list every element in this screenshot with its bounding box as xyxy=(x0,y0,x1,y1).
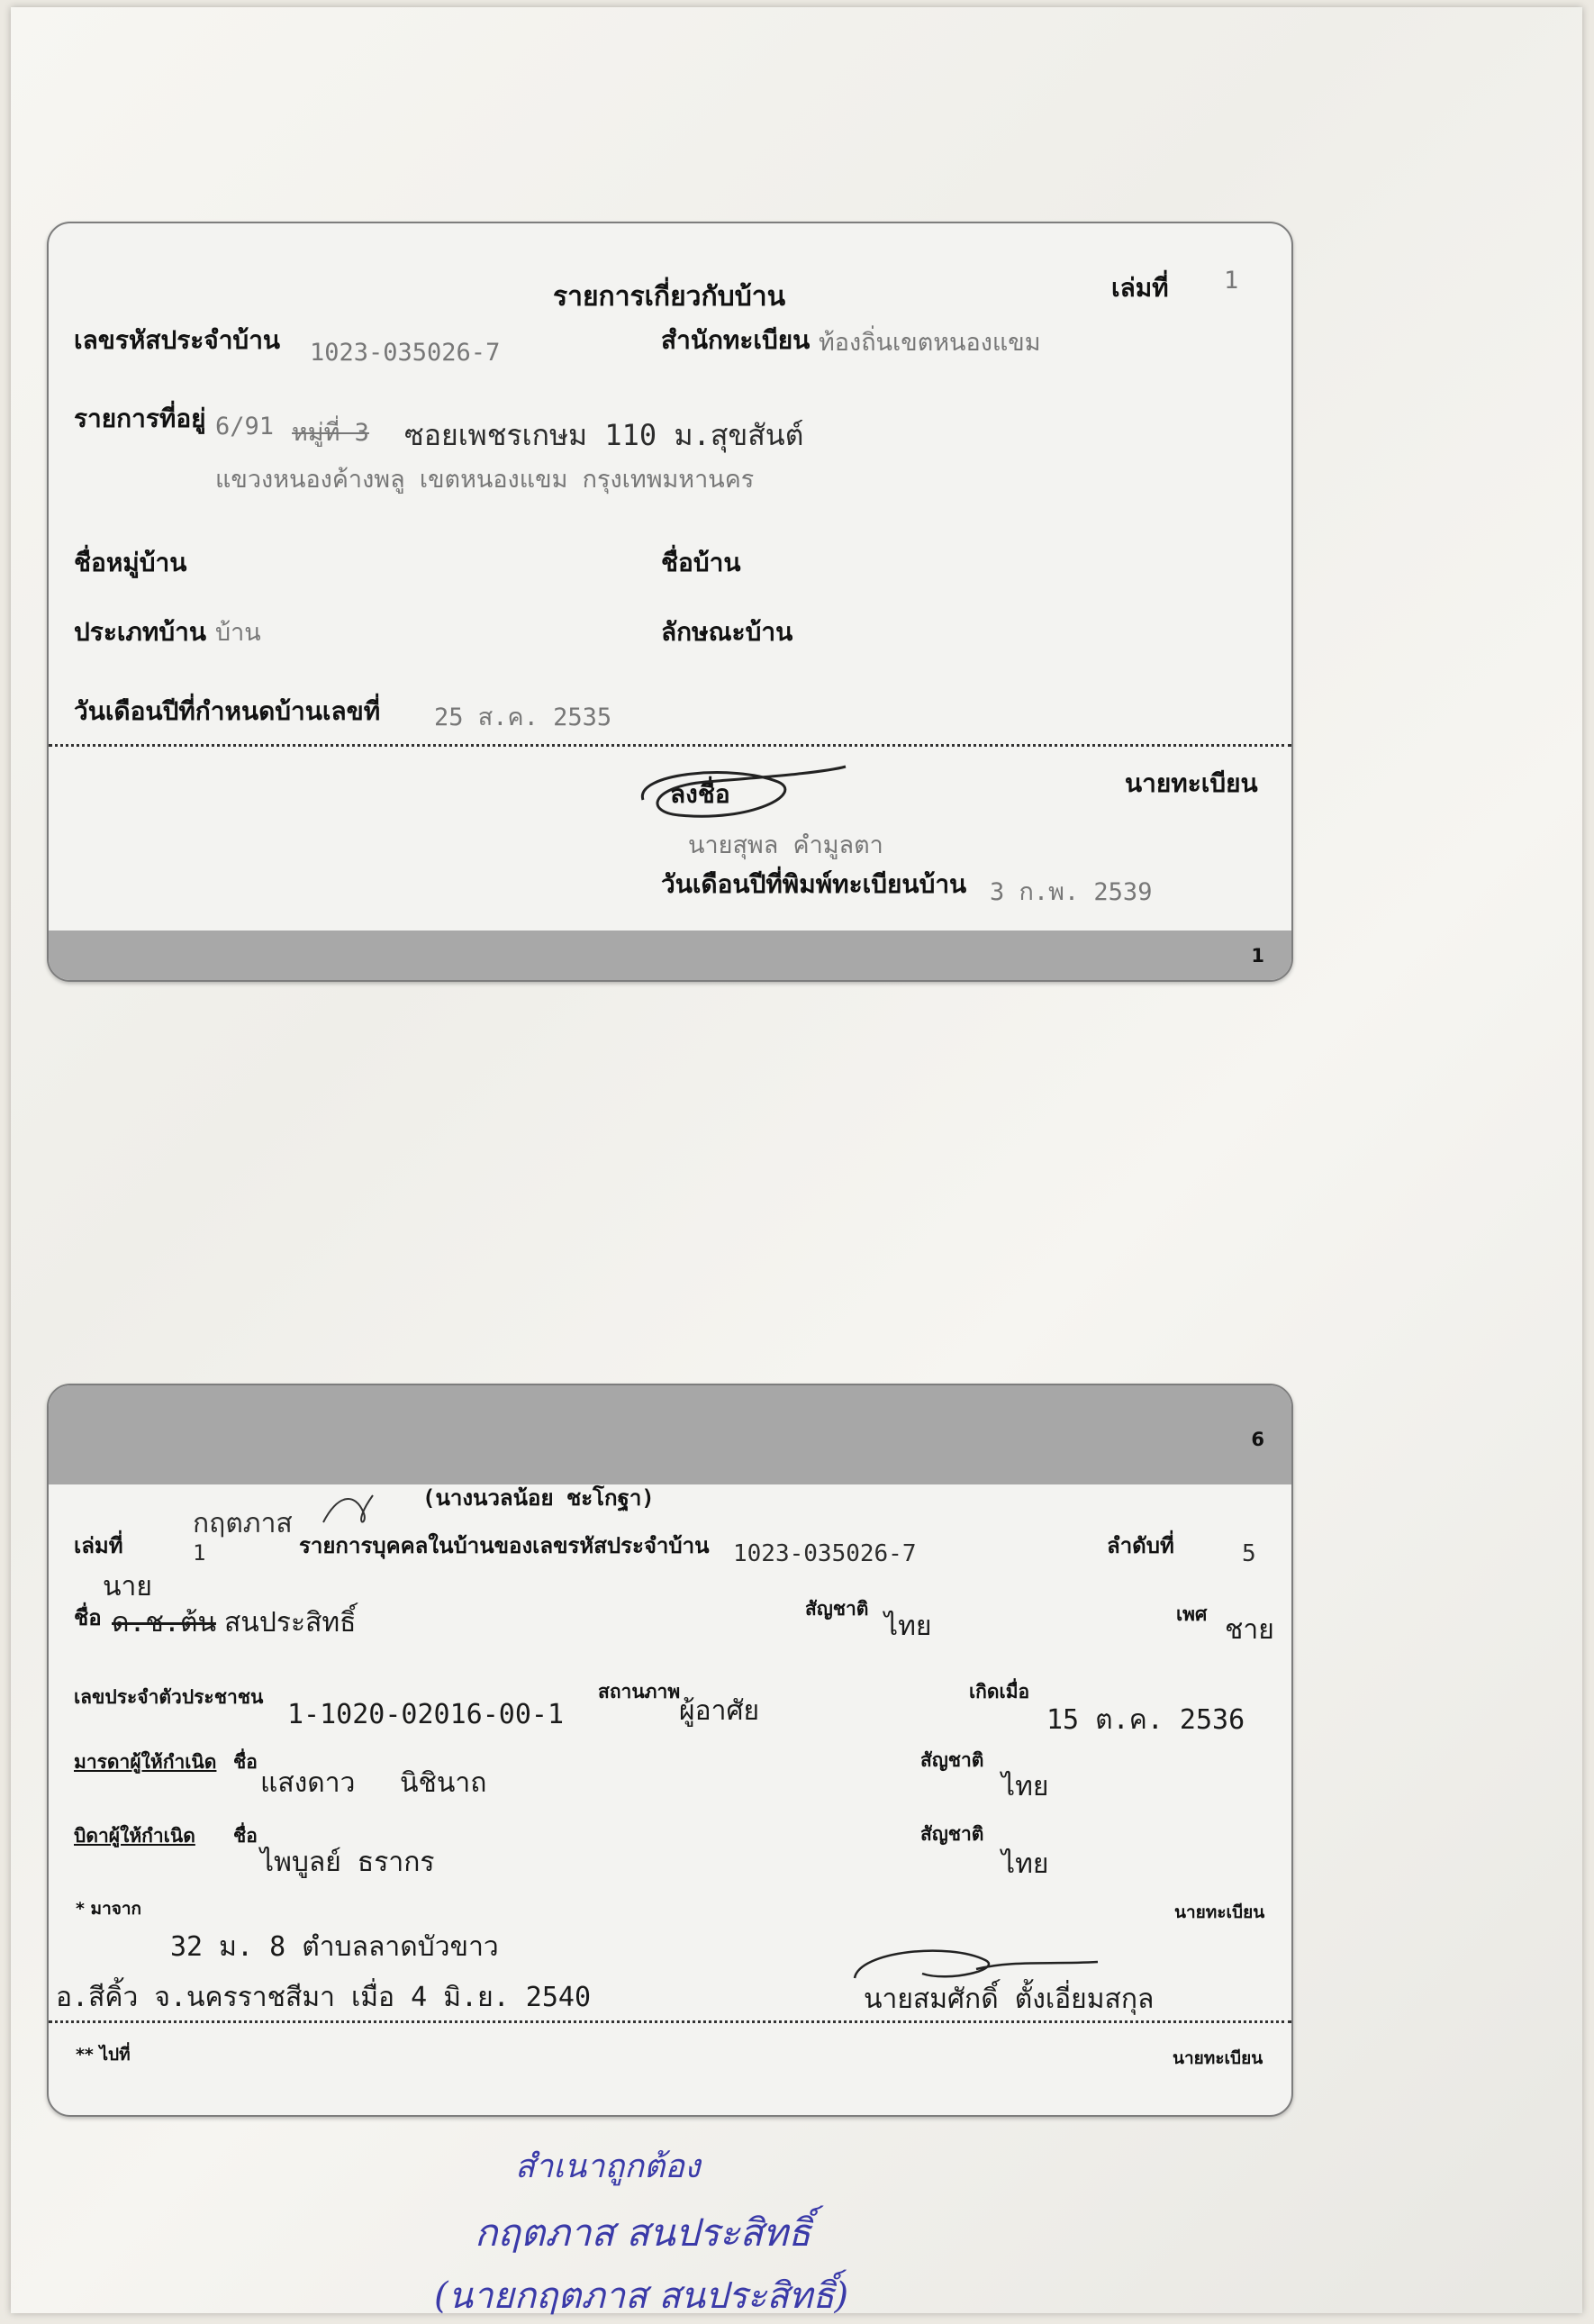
name-label: ชื่อ xyxy=(74,1605,102,1630)
handwritten-first-name: กฤตภาส xyxy=(193,1508,293,1539)
title-prefix-crossed: ด.ช.ต้น xyxy=(112,1607,216,1639)
status-value: ผู้อาศัย xyxy=(679,1695,760,1727)
house-type-value: บ้าน xyxy=(215,619,261,647)
number-assigned-value: 25 ส.ค. 2535 xyxy=(434,704,612,731)
office-value: ท้องถิ่นเขตหนองแขม xyxy=(819,329,1041,357)
nationality-label: สัญชาติ xyxy=(805,1598,869,1620)
born-value: 15 ต.ค. 2536 xyxy=(1046,1704,1245,1736)
printed-date-label: วันเดือนปีที่พิมพ์ทะเบียนบ้าน xyxy=(661,869,967,899)
from-label: * มาจาก xyxy=(76,1899,142,1919)
card-header-bar xyxy=(49,1385,1291,1484)
initial-mark xyxy=(319,1486,391,1531)
house-character-label: ลักษณะบ้าน xyxy=(661,617,793,647)
mother-first-name: แสงดาว xyxy=(260,1767,356,1799)
father-nationality-label: สัญชาติ xyxy=(920,1823,984,1845)
id-label: เลขประจำตัวประชาชน xyxy=(74,1686,264,1708)
certified-copy-text: สำเนาถูกต้อง xyxy=(515,2148,701,2185)
page-number: 6 xyxy=(1251,1429,1264,1450)
book-number: 1 xyxy=(1224,267,1239,295)
to-label: ** ไปที่ xyxy=(76,2045,131,2065)
from-address-line-2: อ.สีคิ้ว จ.นครราชสีมา เมื่อ 4 มิ.ย. 2540 xyxy=(56,1982,592,2013)
registrar-signature xyxy=(625,759,859,831)
annotation-name: (นางนวลน้อย ชะโกฐา) xyxy=(422,1485,655,1511)
id-number: 1-1020-02016-00-1 xyxy=(287,1699,565,1730)
signature-label: ลงชื่อ xyxy=(670,779,730,809)
mother-name-label: ชื่อ xyxy=(233,1751,258,1773)
separator-dotted xyxy=(49,744,1291,747)
page-number: 1 xyxy=(1251,945,1264,967)
address-line-1: ซอยเพชรเกษม 110 ม.สุขสันต์ xyxy=(404,418,804,452)
mother-nationality: ไทย xyxy=(1001,1771,1049,1802)
book-number: 1 xyxy=(193,1540,206,1566)
sex-value: ชาย xyxy=(1225,1614,1274,1646)
mother-last-name: นิชินาถ xyxy=(400,1767,487,1799)
from-registrar-label: นายทะเบียน xyxy=(1174,1902,1265,1922)
father-label: บิดาผู้ให้กำเนิด xyxy=(74,1825,195,1847)
title-prefix-new: นาย xyxy=(103,1571,152,1602)
father-name: ไพบูลย์ ธรากร xyxy=(260,1847,435,1878)
registrar-name: นายสุพล คำมูลตา xyxy=(688,831,883,859)
certifier-printed-name: (นายกฤตภาส สนประสิทธิ์) xyxy=(434,2275,849,2317)
from-registrar-name: นายสมศักดิ์ ตั้งเอี่ยมสกุล xyxy=(864,1984,1155,2015)
book-label: เล่มที่ xyxy=(74,1533,123,1558)
registrar-label: นายทะเบียน xyxy=(1125,768,1258,798)
village-name-label: ชื่อหมู่บ้าน xyxy=(74,548,187,577)
book-label: เล่มที่ xyxy=(1111,273,1169,303)
house-card-title: รายการเกี่ยวกับบ้าน xyxy=(553,281,786,313)
mother-label: มารดาผู้ให้กำเนิด xyxy=(74,1751,217,1773)
number-assigned-label: วันเดือนปีที่กำหนดบ้านเลขที่ xyxy=(74,696,381,726)
house-code-label: เลขรหัสประจำบ้าน xyxy=(74,325,281,355)
office-label: สำนักทะเบียน xyxy=(661,325,811,355)
person-record-card xyxy=(47,1384,1293,2117)
address-crossed-out: หมู่ที่ 3 xyxy=(292,419,369,447)
from-address-line-1: 32 ม. 8 ตำบลลาดบัวขาว xyxy=(170,1931,499,1963)
address-line-2: แขวงหนองค้างพลู เขตหนองแขม กรุงเทพมหานคร xyxy=(215,466,755,494)
sex-label: เพศ xyxy=(1176,1603,1208,1625)
photocopy-sheet xyxy=(11,7,1582,2317)
house-type-label: ประเภทบ้าน xyxy=(74,617,206,647)
house-name-label: ชื่อบ้าน xyxy=(661,548,741,577)
address-label: รายการที่อยู่ xyxy=(74,404,206,433)
certifier-signature-name: กฤตภาส สนประสิทธิ์ xyxy=(475,2211,811,2255)
separator-dotted xyxy=(49,2020,1291,2023)
person-list-title: รายการบุคคลในบ้านของเลขรหัสประจำบ้าน xyxy=(299,1533,710,1558)
born-label: เกิดเมื่อ xyxy=(969,1681,1030,1702)
to-registrar-label: นายทะเบียน xyxy=(1173,2048,1263,2068)
card-footer-bar xyxy=(49,931,1291,980)
status-label: สถานภาพ xyxy=(598,1681,681,1702)
father-name-label: ชื่อ xyxy=(233,1825,258,1847)
house-code-value: 1023-035026-7 xyxy=(310,339,501,367)
mother-nationality-label: สัญชาติ xyxy=(920,1749,984,1771)
surname: สนประสิทธิ์ xyxy=(224,1607,357,1639)
person-house-code: 1023-035026-7 xyxy=(733,1540,917,1567)
printed-date-value: 3 ก.พ. 2539 xyxy=(990,878,1153,906)
house-details-card xyxy=(47,222,1293,982)
order-label: ลำดับที่ xyxy=(1107,1533,1174,1558)
nationality-value: ไทย xyxy=(884,1611,932,1642)
father-nationality: ไทย xyxy=(1001,1848,1049,1880)
order-number: 5 xyxy=(1242,1540,1256,1567)
address-number: 6/91 xyxy=(215,413,275,440)
